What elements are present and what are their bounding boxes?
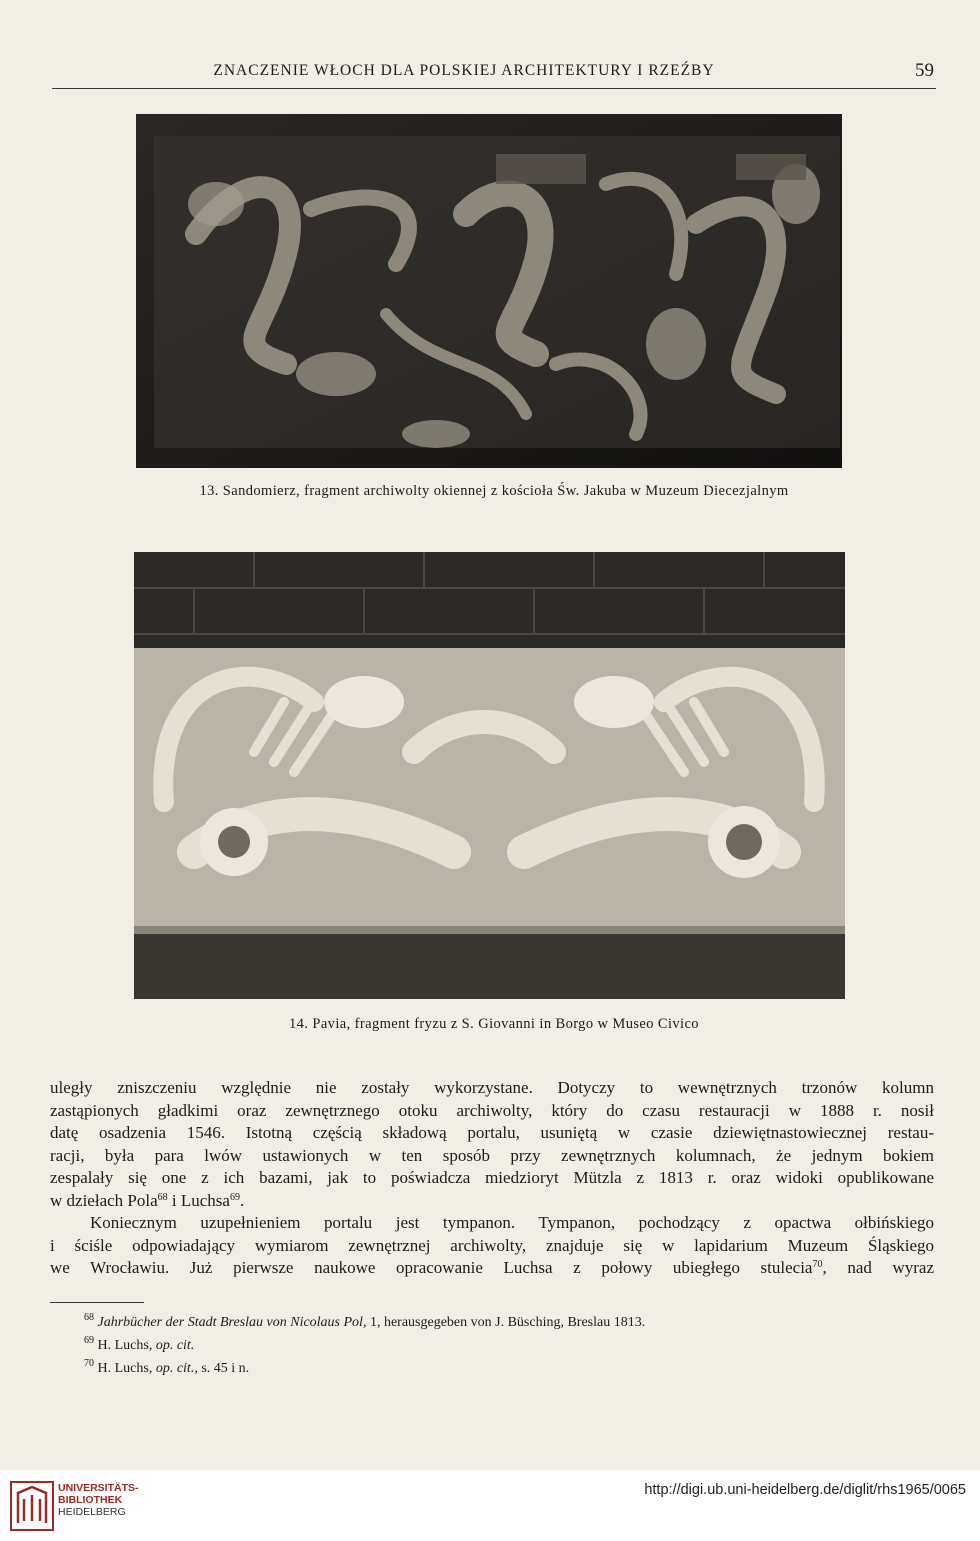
text-line: Koniecznym uzupełnieniem portalu jest tympanon. Tympanon, pochodzący z opactwa ołbińskiego — [90, 1213, 934, 1232]
footnote-divider — [50, 1302, 144, 1303]
footnote-68 — [84, 1311, 934, 1334]
running-title: ZNACZENIE WŁOCH DLA POLSKIEJ ARCHITEKTURY I RZEŹBY — [213, 62, 715, 79]
library-footer — [0, 1470, 980, 1541]
footnote-number: 69 — [84, 1335, 94, 1346]
text-run: . — [239, 1190, 245, 1210]
footnote-number: 68 — [84, 1312, 94, 1323]
text-line: zespalały się one z ich bazami, jak to poświadcza miedzioryt Mützla z 1813 r. oraz widoki opublikowane — [50, 1168, 934, 1187]
footnote-title: op. cit. — [155, 1338, 195, 1353]
footnote-title: op. cit., — [155, 1361, 198, 1376]
text-line — [50, 1257, 934, 1280]
library-name — [58, 1482, 139, 1518]
page-number: 59 — [915, 60, 934, 81]
footnote-ref: 69 — [229, 1191, 240, 1203]
figure-13-caption: 13. Sandomierz, fragment archiwolty okiennej z kościoła Św. Jakuba w Muzeum Diecezjalnym — [199, 483, 789, 499]
text-run: w dziełach Pola — [50, 1190, 158, 1210]
text-line — [50, 1190, 934, 1213]
footnote-69 — [84, 1334, 934, 1357]
relief-image-pavia — [134, 552, 845, 999]
body-text — [50, 1077, 934, 1280]
library-name-line: BIBLIOTHEK — [58, 1494, 123, 1506]
running-header — [52, 60, 936, 89]
footnote-title: Jahrbücher der Stadt Breslau von Nicolaus Pol, — [97, 1315, 367, 1330]
text-line: uległy zniszczeniu względnie nie zostały wykorzystane. Dotyczy to wewnętrznych trzonów kolumn — [50, 1078, 934, 1097]
figure-14-caption: 14. Pavia, fragment fryzu z S. Giovanni in Borgo w Museo Civico — [289, 1016, 699, 1032]
library-name-line: HEIDELBERG — [58, 1506, 126, 1518]
text-run: i Luchsa — [167, 1190, 230, 1210]
footnote-ref: 70 — [812, 1259, 823, 1270]
library-name-line: UNIVERSITÄTS- — [58, 1482, 139, 1494]
footnote-70 — [84, 1357, 934, 1380]
text-line: datę osadzenia 1546. Istotną częścią składową portalu, usuniętą w czasie dziewiętnastowiecznej restau- — [50, 1123, 934, 1142]
text-run: we Wrocławiu. Już pierwsze naukowe opracowanie Luchsa z połowy ubiegłego stulecia — [50, 1258, 813, 1277]
text-line: i ściśle odpowiadający wymiarom zewnętrznej archiwolty, znajduje się w lapidarium Muzeum Śląskiego — [50, 1235, 934, 1255]
text-line: zastąpionych gładkimi oraz zewnętrznego otoku archiwolty, który do czasu restauracji w 1888 r. nosił — [50, 1100, 934, 1120]
library-logo-icon — [10, 1481, 54, 1531]
permalink-url[interactable]: http://digi.ub.uni-heidelberg.de/diglit/rhs1965/0065 — [644, 1482, 966, 1498]
text-run: , nad wyraz — [822, 1258, 935, 1277]
footnote-number: 70 — [84, 1358, 94, 1369]
text-line: racji, była para lwów ustawionych w ten sposób przy zewnętrznych kolumnach, że jednym bokiem — [50, 1145, 934, 1165]
relief-image-sandomierz — [136, 114, 842, 468]
footnote-rest: 1, herausgegeben von J. Büsching, Breslau 1813. — [366, 1315, 646, 1330]
footnotes — [84, 1311, 934, 1380]
footnote-author: H. Luchs, — [97, 1361, 153, 1376]
footnote-author: H. Luchs, — [97, 1338, 153, 1353]
footnote-ref: 68 — [157, 1191, 168, 1203]
figure-14-photo — [134, 552, 845, 999]
footnote-rest: s. 45 i n. — [197, 1361, 250, 1376]
figure-13-photo — [136, 114, 842, 468]
